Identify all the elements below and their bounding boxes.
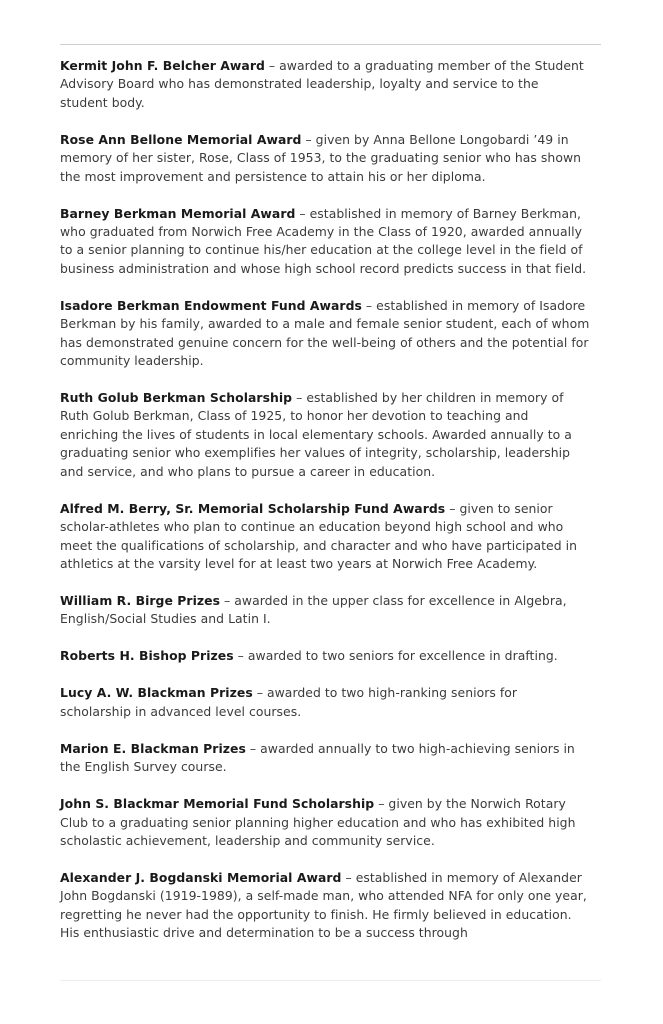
award-name: Kermit John F. Belcher Award xyxy=(60,58,265,73)
award-name: Lucy A. W. Blackman Prizes xyxy=(60,685,253,701)
award-description: – given to senior scholar-athletes who plan to continue an education beyond high school and who meet the qualifications of scholarship, and character and who have participated in athletics at the varsity level for at least two years at Norwich Free Academy. xyxy=(60,500,577,571)
award-description: – awarded to a graduating member of the Student Advisory Board who has demonstrated leadership, loyalty and service to the student body. xyxy=(60,58,584,110)
award-entry xyxy=(60,389,590,481)
award-entry xyxy=(60,869,590,943)
award-name: Ruth Golub Berkman Scholarship xyxy=(60,390,293,406)
award-entry xyxy=(60,205,590,279)
award-list xyxy=(60,57,590,943)
award-description: – awarded to two seniors for excellence in drafting. xyxy=(233,648,558,664)
award-entry xyxy=(60,500,590,574)
award-entry xyxy=(60,795,590,850)
award-description: – awarded annually to two high-achieving seniors in the English Survey course. xyxy=(60,740,575,775)
award-entry xyxy=(60,297,590,371)
award-name: Alexander J. Bogdanski Memorial Award xyxy=(60,869,342,885)
award-entry xyxy=(60,740,590,777)
award-entry xyxy=(60,684,590,721)
award-name: Isadore Berkman Endowment Fund Awards xyxy=(60,297,362,313)
award-description: – given by the Norwich Rotary Club to a graduating senior planning higher education and who has exhibited high scholastic achievement, leadership and community service. xyxy=(60,796,576,848)
award-entry xyxy=(60,592,590,629)
award-name: Rose Ann Bellone Memorial Award xyxy=(60,131,302,147)
award-description: – established in memory of Barney Berkman, who graduated from Norwich Free Academy in the Class of 1920, awarded annually to a senior planning to continue his/her education at the college level in the field of business administration and whose high school record predicts success in that field. xyxy=(60,205,587,276)
award-name: Alfred M. Berry, Sr. Memorial Scholarship Fund Awards xyxy=(60,500,446,516)
award-name: Barney Berkman Memorial Award xyxy=(60,205,296,221)
bottom-divider xyxy=(60,980,601,981)
award-description: – established by her children in memory of Ruth Golub Berkman, Class of 1925, to honor her devotion to teaching and enriching the lives of students in local elementary schools. Awarded annually to a graduating senior who exemplifies her values of integrity, scholarship, leadership and service, and who plans to pursue a career in education. xyxy=(60,390,572,479)
award-entry xyxy=(60,131,590,186)
award-description: – given by Anna Bellone Longobardi ’49 in memory of her sister, Rose, Class of 1953, to the graduating senior who has shown the most improvement and persistence to attain his or her diploma. xyxy=(60,131,582,184)
award-description: – awarded to two high-ranking seniors for scholarship in advanced level courses. xyxy=(60,685,518,719)
award-name: John S. Blackmar Memorial Fund Scholarship xyxy=(60,796,375,812)
award-name: William R. Birge Prizes xyxy=(60,592,221,608)
award-entry xyxy=(60,647,590,665)
award-name: Roberts H. Bishop Prizes xyxy=(60,648,234,664)
award-description: – established in memory of Isadore Berkman by his family, awarded to a male and female senior student, each of whom has demonstrated genuine concern for the well-being of others and the potential for community leadership. xyxy=(60,297,590,369)
award-entry xyxy=(60,57,590,112)
top-divider xyxy=(60,44,601,45)
award-description: – established in memory of Alexander John Bogdanski (1919-1989), a self-made man, who attended NFA for only one year, regretting he never had the opportunity to finish. He firmly believed in education. His enthusiastic drive and determination to be a success through xyxy=(60,869,587,941)
award-description: – awarded in the upper class for excellence in Algebra, English/Social Studies and Latin I. xyxy=(60,592,567,627)
award-name: Marion E. Blackman Prizes xyxy=(60,740,246,756)
